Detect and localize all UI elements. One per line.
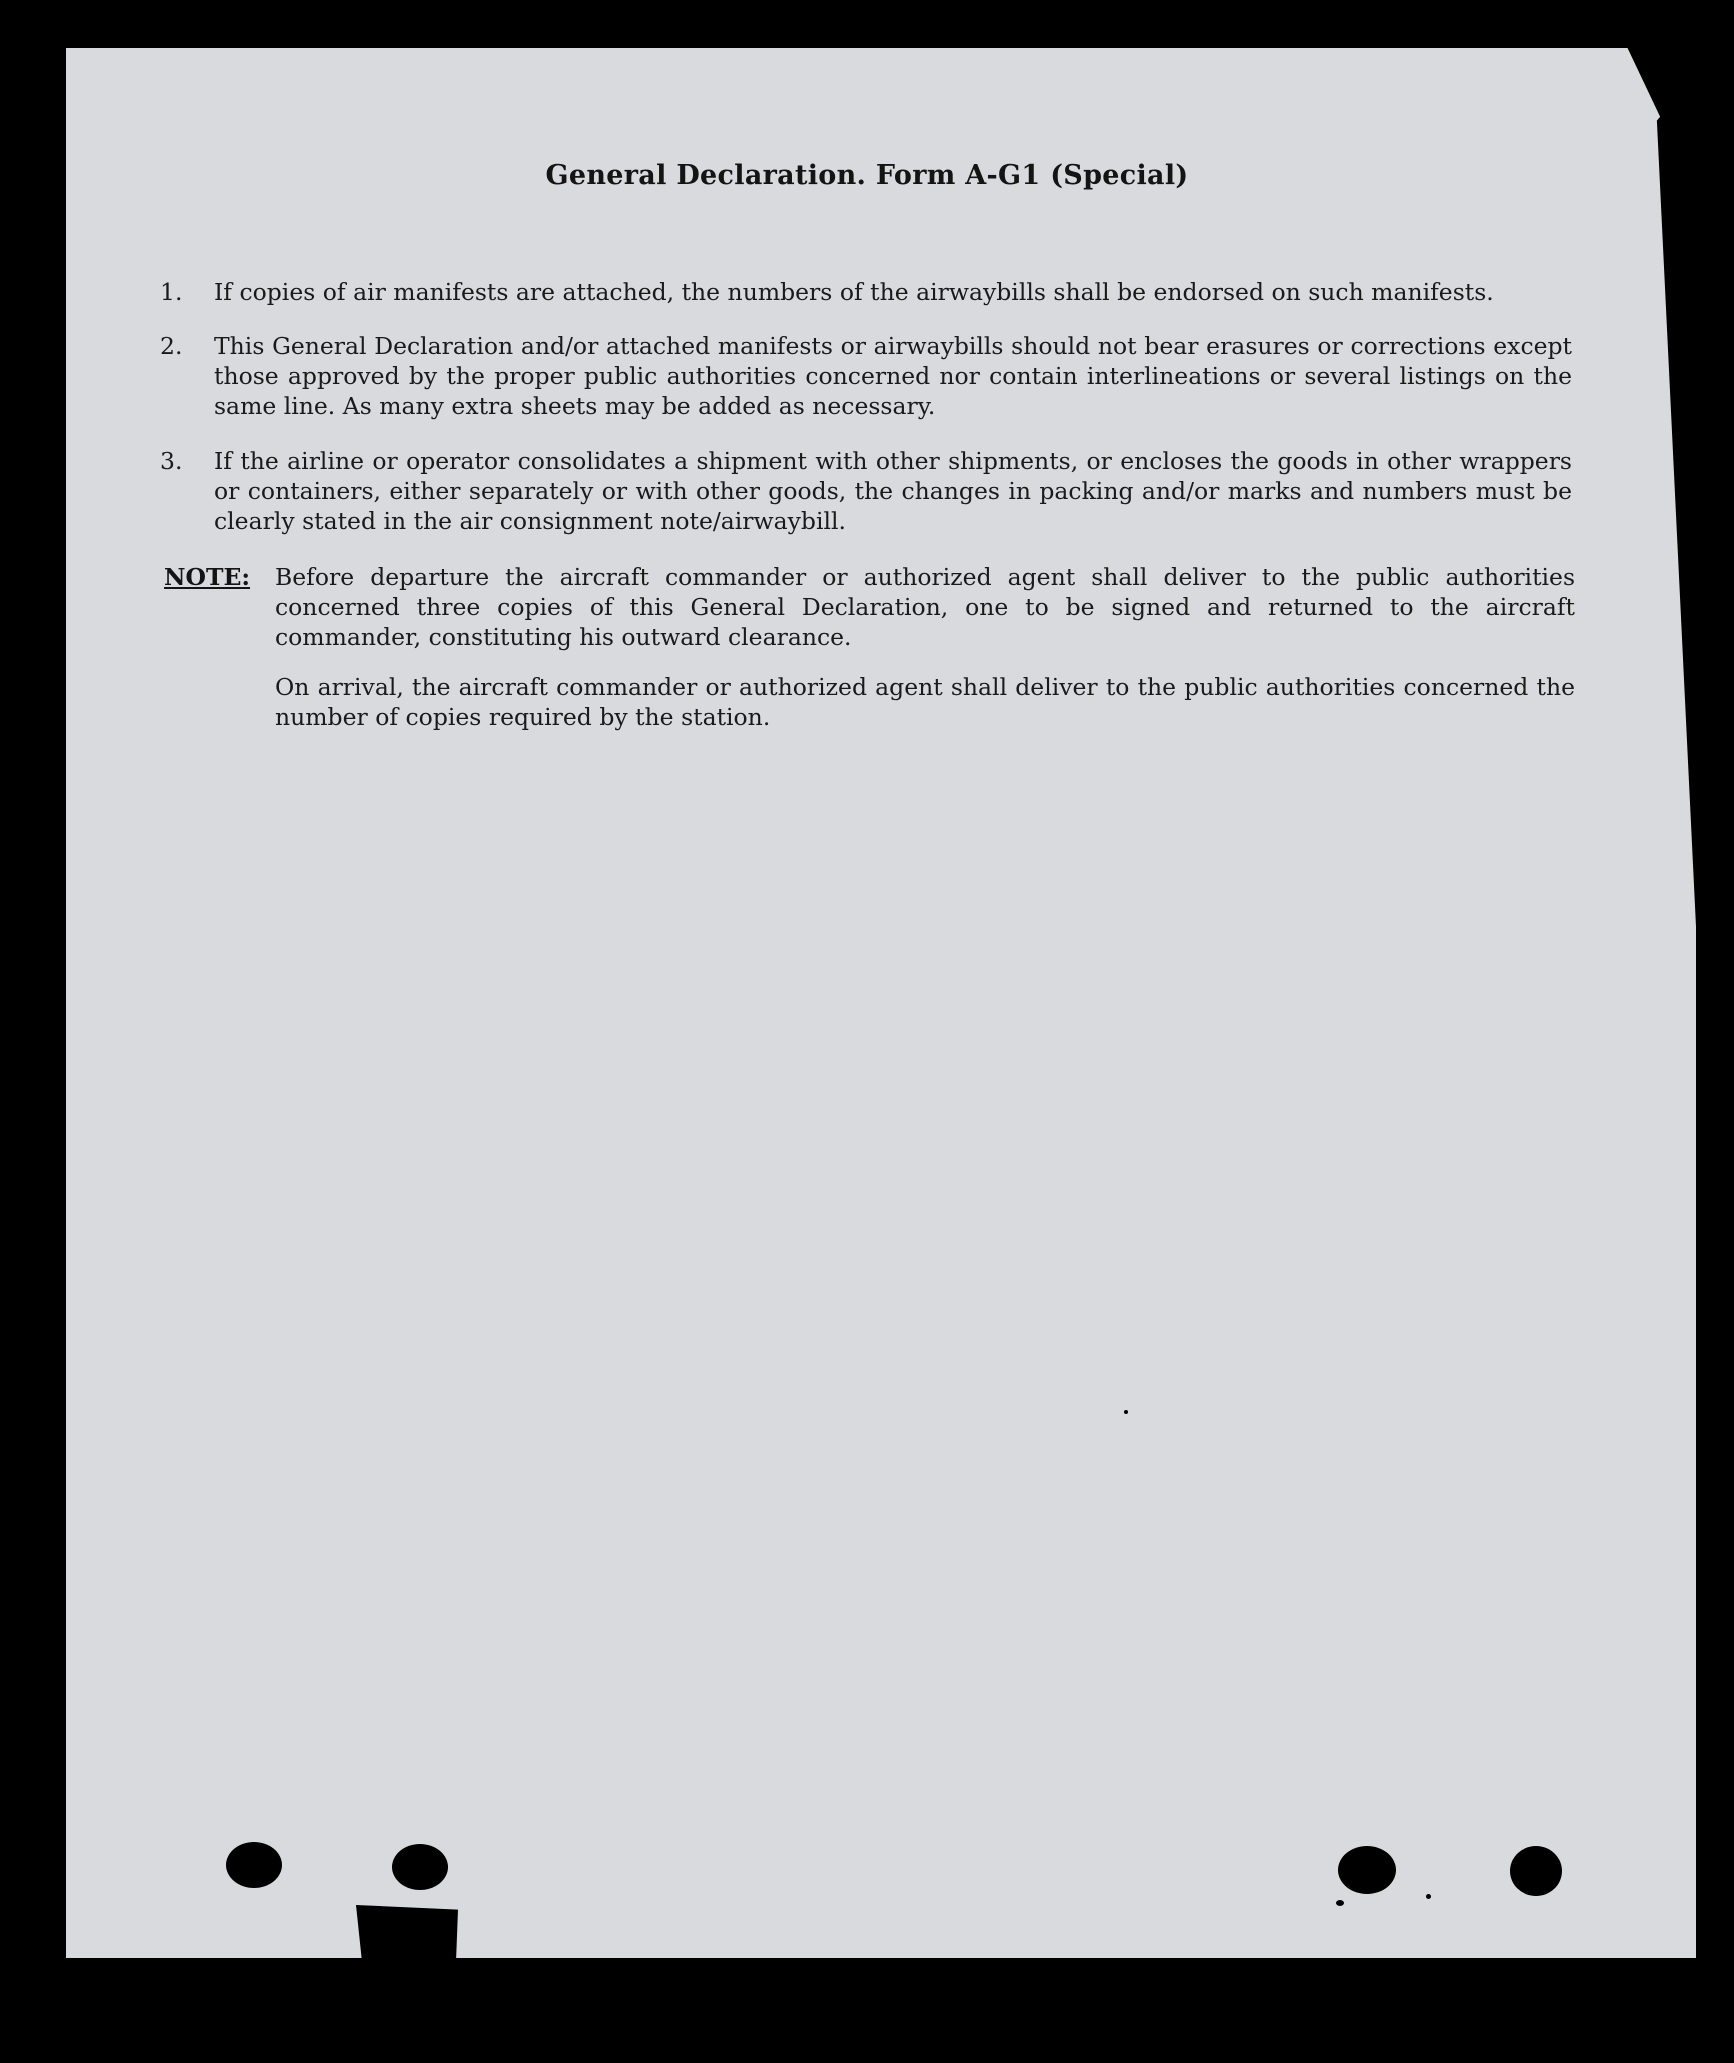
punch-hole-2 xyxy=(392,1844,448,1890)
list-item-text: If the airline or operator consolidates a shipment with other shipments, or encloses the goods in other wrappers or containers, either separately or with other goods, the changes in packing and/or marks and numbers must be clearly stated in the air consignment note/airwaybill. xyxy=(214,447,1572,535)
scan-speck xyxy=(1336,1900,1344,1906)
list-item-2 xyxy=(160,331,1572,421)
scan-speck xyxy=(1124,1410,1128,1414)
list-item-3 xyxy=(160,446,1572,536)
punch-hole-3 xyxy=(1338,1846,1396,1894)
list-item-text: If copies of air manifests are attached, the numbers of the airwaybills shall be endorsed on such manifests. xyxy=(214,278,1494,306)
list-item-number: 3. xyxy=(160,447,183,475)
list-item-number: 1. xyxy=(160,278,183,306)
list-item-number: 2. xyxy=(160,332,183,360)
scan-speck xyxy=(40,1000,45,1005)
binder-tab-mark xyxy=(356,1905,458,1963)
punch-hole-4 xyxy=(1510,1846,1562,1896)
list-item-1 xyxy=(160,277,1572,307)
scan-speck xyxy=(1426,1894,1431,1899)
note-paragraph-2: On arrival, the aircraft commander or authorized agent shall deliver to the public authorities concerned the number of copies required by the station. xyxy=(275,673,1575,731)
note-label: NOTE: xyxy=(164,563,251,591)
document-title: General Declaration. Form A-G1 (Special) xyxy=(545,160,1189,191)
list-item-text: This General Declaration and/or attached manifests or airwaybills should not bear erasures or corrections except those approved by the proper public authorities concerned nor contain interlineations or several listings on the same line. As many extra sheets may be added as necessary. xyxy=(214,332,1572,420)
punch-hole-1 xyxy=(226,1842,282,1888)
note-paragraph-1: Before departure the aircraft commander or authorized agent shall deliver to the public authorities concerned three copies of this General Declaration, one to be signed and returned to the aircraft commander, constituting his outward clearance. xyxy=(275,563,1575,651)
